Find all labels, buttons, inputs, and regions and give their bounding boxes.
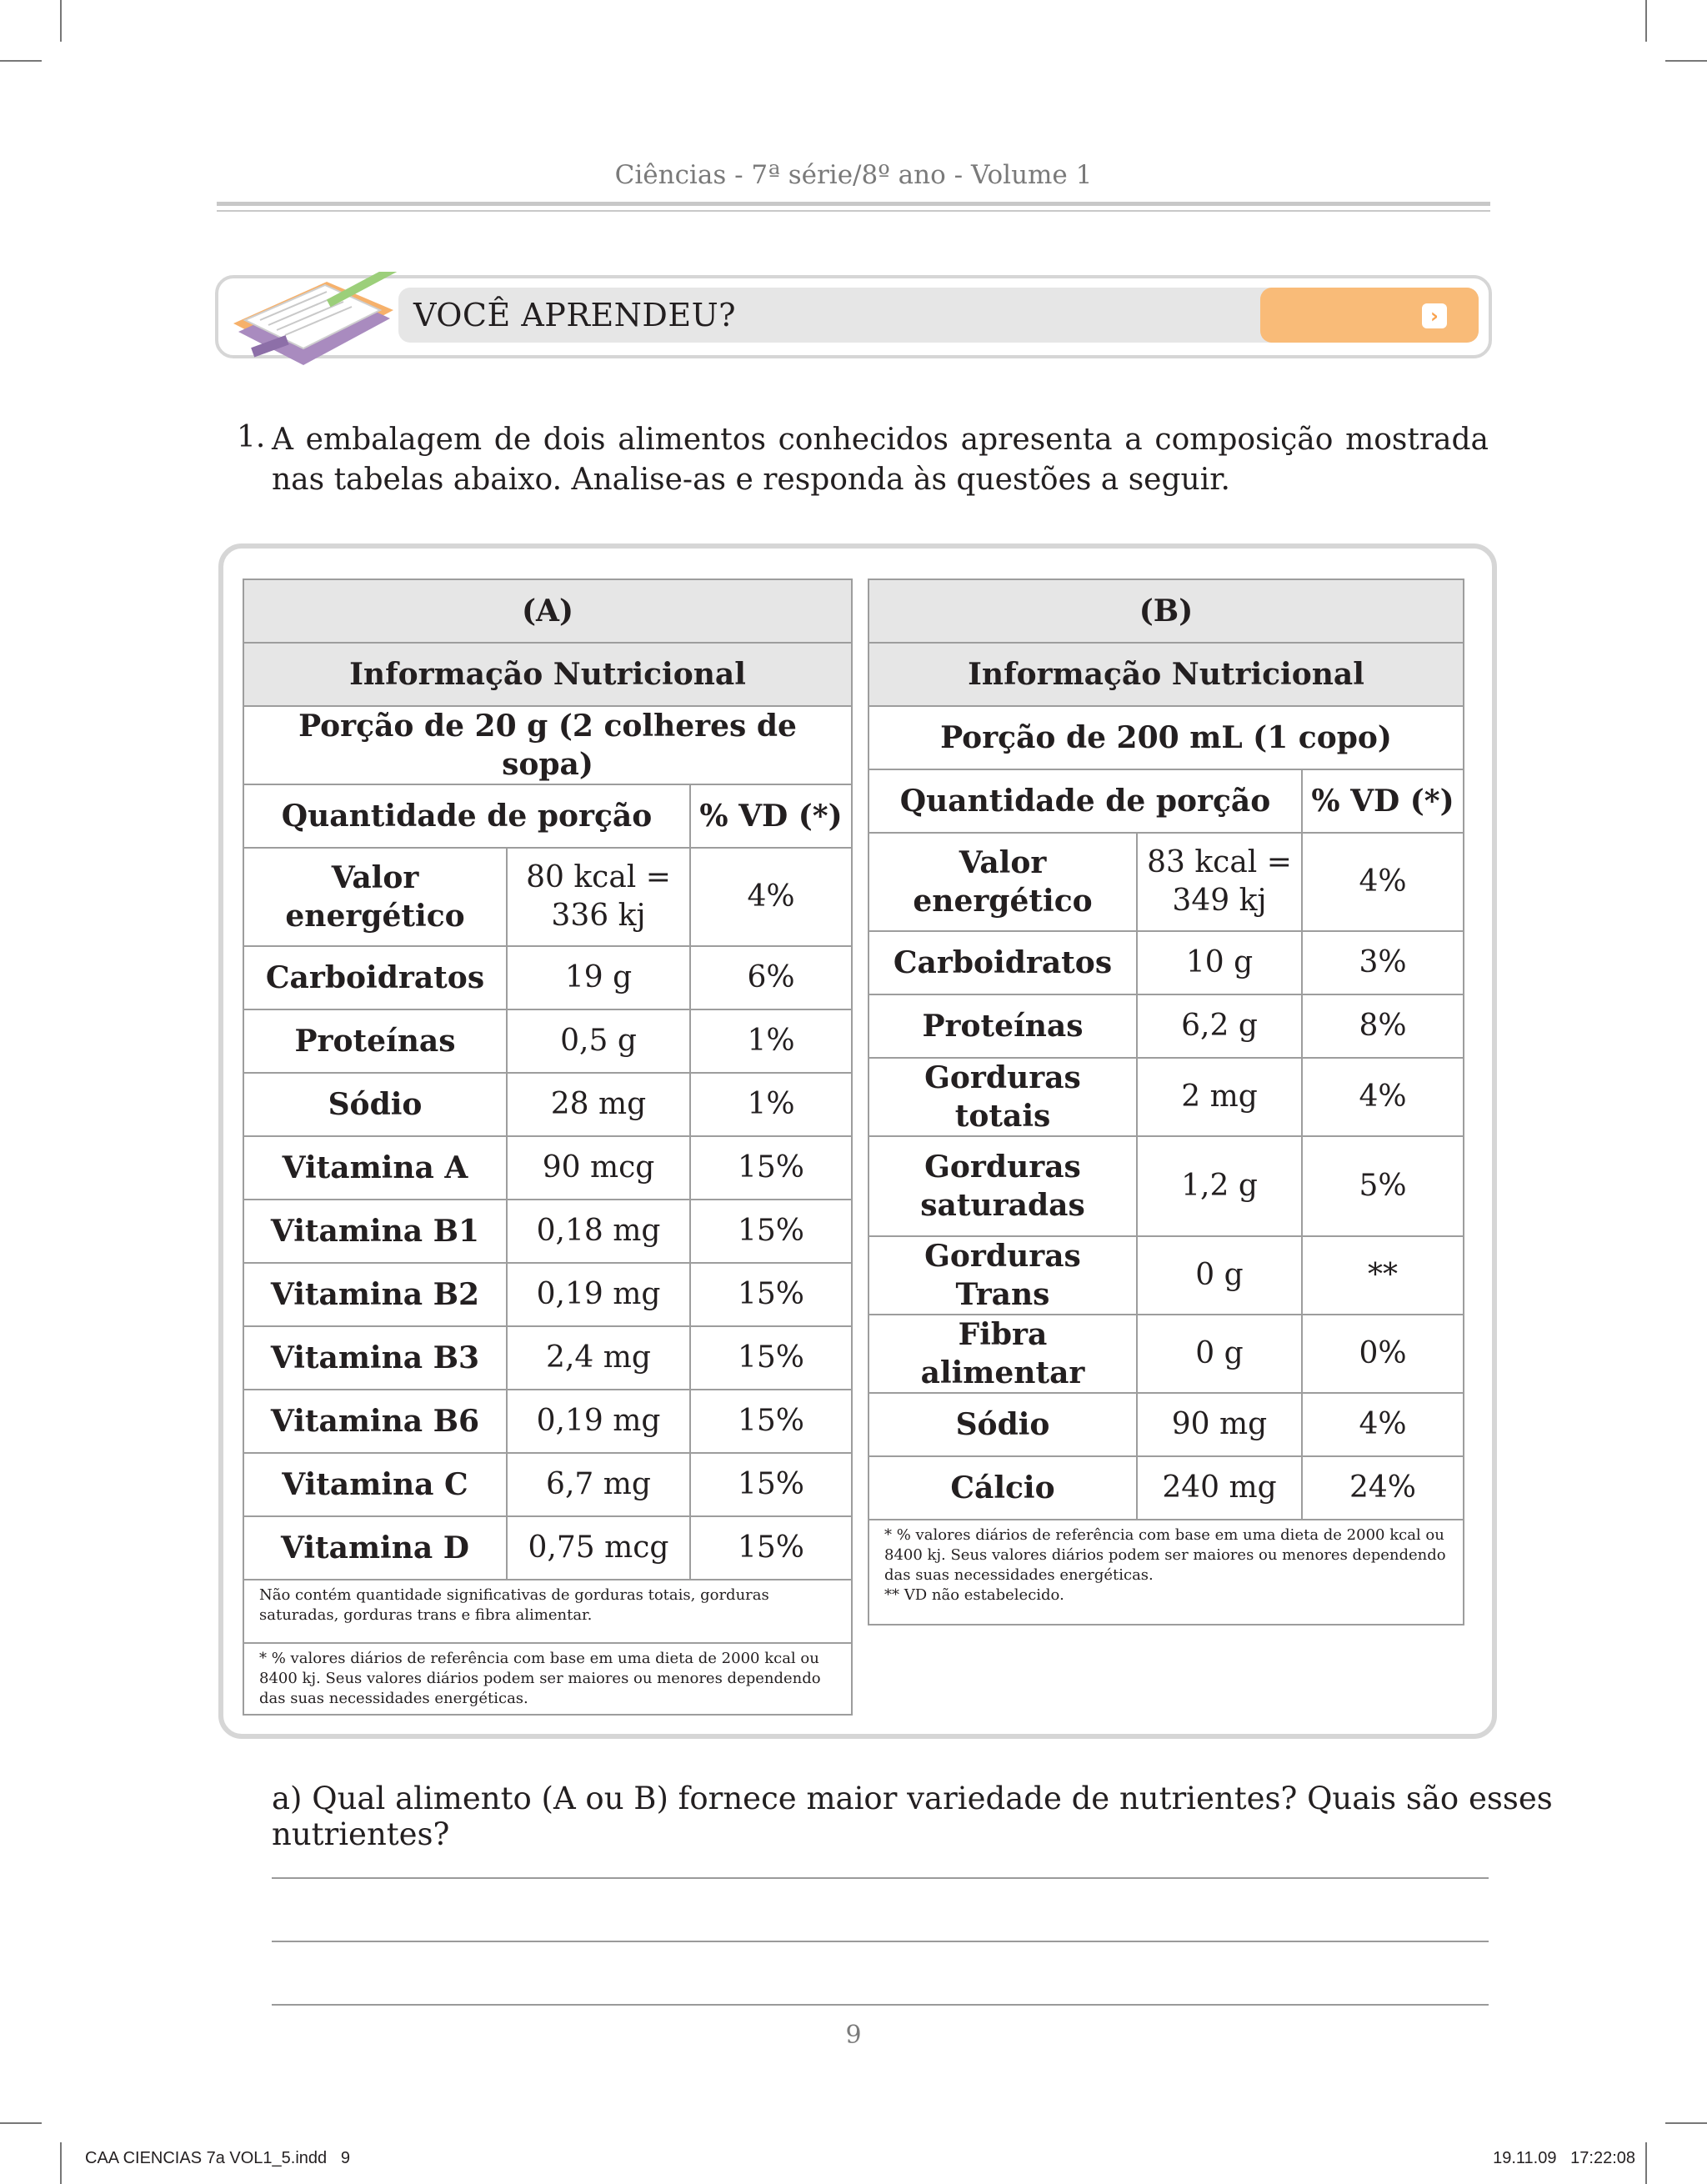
nutrient-vd: 15% bbox=[690, 1136, 852, 1200]
nutrient-vd: 15% bbox=[690, 1453, 852, 1516]
notebook-icon bbox=[227, 272, 402, 370]
nutrient-amount: 28 mg bbox=[507, 1073, 690, 1136]
question-number: 1. bbox=[237, 420, 266, 454]
table-row bbox=[869, 1456, 1464, 1520]
nutrient-amount: 80 kcal = 336 kj bbox=[507, 848, 690, 946]
table-row bbox=[243, 1453, 852, 1516]
table-row bbox=[243, 1073, 852, 1136]
footnote-line: ** VD não estabelecido. bbox=[884, 1586, 1064, 1604]
nutrient-vd: 24% bbox=[1302, 1456, 1464, 1520]
nutrient-vd: 6% bbox=[690, 946, 852, 1009]
nutrient-vd: 4% bbox=[1302, 833, 1464, 931]
nutrient-name: Carboidratos bbox=[243, 946, 507, 1009]
crop-mark bbox=[1665, 60, 1707, 62]
nutrient-amount: 0,19 mg bbox=[507, 1263, 690, 1326]
nutrient-name: Sódio bbox=[243, 1073, 507, 1136]
portion-size: Porção de 200 mL (1 copo) bbox=[869, 706, 1464, 769]
crop-mark bbox=[1665, 2122, 1707, 2124]
column-header-vd: % VD (*) bbox=[1302, 769, 1464, 833]
nutrient-name: Proteínas bbox=[243, 1009, 507, 1073]
print-slug-file: CAA CIENCIAS 7a VOL1_5.indd 9 bbox=[85, 2149, 350, 2167]
nutrient-name: Vitamina B2 bbox=[243, 1263, 507, 1326]
header-rule bbox=[217, 202, 1490, 206]
nutrient-name: Valor energético bbox=[243, 848, 507, 946]
crop-mark bbox=[0, 60, 42, 62]
nutrition-table-b bbox=[868, 579, 1464, 1625]
nutrient-amount: 2,4 mg bbox=[507, 1326, 690, 1390]
nutrient-name: Vitamina D bbox=[243, 1516, 507, 1580]
table-row bbox=[869, 1236, 1464, 1315]
table-row bbox=[243, 1263, 852, 1326]
table-title: Informação Nutricional bbox=[869, 643, 1464, 706]
crop-mark bbox=[1645, 2142, 1647, 2184]
nutrient-vd: 15% bbox=[690, 1516, 852, 1580]
column-header-quantity: Quantidade de porção bbox=[869, 769, 1302, 833]
table-footnote: Não contém quantidade significativas de gorduras totais, gorduras saturadas, gorduras trans e fibra alimentar. bbox=[243, 1580, 852, 1643]
nutrient-amount: 1,2 g bbox=[1137, 1136, 1302, 1236]
nutrient-vd: ** bbox=[1302, 1236, 1464, 1315]
nutrient-vd: 1% bbox=[690, 1073, 852, 1136]
table-row bbox=[243, 1136, 852, 1200]
nutrient-amount: 0,75 mcg bbox=[507, 1516, 690, 1580]
nutrient-name: Valor energético bbox=[869, 833, 1137, 931]
nutrient-amount: 240 mg bbox=[1137, 1456, 1302, 1520]
print-slug-date: 19.11.09 17:22:08 bbox=[1493, 2149, 1635, 2167]
answer-line[interactable] bbox=[272, 2004, 1489, 2006]
table-title: Informação Nutricional bbox=[243, 643, 852, 706]
nutrient-vd: 8% bbox=[1302, 994, 1464, 1058]
nutrient-amount: 90 mcg bbox=[507, 1136, 690, 1200]
table-row bbox=[243, 848, 852, 946]
crop-mark bbox=[60, 0, 62, 42]
nutrient-name: Gorduras saturadas bbox=[869, 1136, 1137, 1236]
nutrient-name: Gorduras Trans bbox=[869, 1236, 1137, 1315]
nutrient-vd: 4% bbox=[690, 848, 852, 946]
table-row bbox=[869, 994, 1464, 1058]
nutrient-name: Vitamina B1 bbox=[243, 1200, 507, 1263]
nutrient-vd: 15% bbox=[690, 1390, 852, 1453]
table-row bbox=[869, 833, 1464, 931]
table-row bbox=[243, 946, 852, 1009]
nutrient-amount: 0,19 mg bbox=[507, 1390, 690, 1453]
nutrient-name: Fibra alimentar bbox=[869, 1315, 1137, 1393]
column-header-vd: % VD (*) bbox=[690, 784, 852, 848]
nutrient-vd: 0% bbox=[1302, 1315, 1464, 1393]
nutrition-table-a bbox=[243, 579, 853, 1716]
table-row bbox=[243, 1326, 852, 1390]
nutrient-name: Vitamina B3 bbox=[243, 1326, 507, 1390]
nutrient-amount: 6,2 g bbox=[1137, 994, 1302, 1058]
page-number: 9 bbox=[845, 2021, 862, 2050]
nutrient-name: Sódio bbox=[869, 1393, 1137, 1456]
table-row bbox=[243, 1516, 852, 1580]
nutrient-name: Vitamina A bbox=[243, 1136, 507, 1200]
table-row bbox=[243, 1200, 852, 1263]
crop-mark bbox=[0, 2122, 42, 2124]
table-row bbox=[243, 1390, 852, 1453]
table-letter: (A) bbox=[243, 579, 852, 643]
running-head: Ciências - 7ª série/8º ano - Volume 1 bbox=[614, 160, 1093, 190]
nutrient-vd: 15% bbox=[690, 1200, 852, 1263]
nutrient-vd: 4% bbox=[1302, 1058, 1464, 1136]
nutrient-vd: 1% bbox=[690, 1009, 852, 1073]
table-footnote: * % valores diários de referência com base em uma dieta de 2000 kcal ou 8400 kj. Seus valores diários podem ser maiores ou menores dependendo das suas necessidades energéticas. bbox=[243, 1643, 852, 1715]
nutrient-name: Gorduras totais bbox=[869, 1058, 1137, 1136]
table-footnote bbox=[869, 1520, 1464, 1625]
table-row bbox=[869, 1393, 1464, 1456]
footnote-line: * % valores diários de referência com base em uma dieta de 2000 kcal ou 8400 kj. Seus valores diários podem ser maiores ou menores dependendo das suas necessidades energéticas. bbox=[884, 1526, 1446, 1584]
table-letter: (B) bbox=[869, 579, 1464, 643]
portion-size: Porção de 20 g (2 colheres de sopa) bbox=[243, 706, 852, 784]
crop-mark bbox=[1645, 0, 1647, 42]
nutrient-vd: 15% bbox=[690, 1326, 852, 1390]
nutrient-name: Cálcio bbox=[869, 1456, 1137, 1520]
question-text: A embalagem de dois alimentos conhecidos apresenta a composição mostrada nas tabelas abaixo. Analise-as e responda às questões a seguir. bbox=[272, 423, 1489, 497]
nutrient-amount: 0 g bbox=[1137, 1315, 1302, 1393]
banner-title: VOCÊ APRENDEU? bbox=[413, 297, 737, 333]
nutrient-name: Proteínas bbox=[869, 994, 1137, 1058]
nutrient-amount: 19 g bbox=[507, 946, 690, 1009]
sub-question-a: a) Qual alimento (A ou B) fornece maior variedade de nutrientes? Quais são esses nutrientes? bbox=[272, 1781, 1553, 1852]
nutrient-vd: 15% bbox=[690, 1263, 852, 1326]
nutrient-name: Vitamina C bbox=[243, 1453, 507, 1516]
nutrient-vd: 3% bbox=[1302, 931, 1464, 994]
table-row bbox=[869, 1058, 1464, 1136]
nutrient-amount: 0,5 g bbox=[507, 1009, 690, 1073]
nutrient-amount: 0 g bbox=[1137, 1236, 1302, 1315]
nutrient-amount: 83 kcal = 349 kj bbox=[1137, 833, 1302, 931]
nutrient-name: Vitamina B6 bbox=[243, 1390, 507, 1453]
column-header-quantity: Quantidade de porção bbox=[243, 784, 690, 848]
nutrient-amount: 0,18 mg bbox=[507, 1200, 690, 1263]
nutrient-amount: 10 g bbox=[1137, 931, 1302, 994]
nutrient-amount: 90 mg bbox=[1137, 1393, 1302, 1456]
nutrient-amount: 2 mg bbox=[1137, 1058, 1302, 1136]
answer-line[interactable] bbox=[272, 1941, 1489, 1942]
header-rule bbox=[217, 210, 1490, 212]
nutrient-vd: 5% bbox=[1302, 1136, 1464, 1236]
chevron-right-icon: › bbox=[1422, 303, 1447, 328]
nutrient-amount: 6,7 mg bbox=[507, 1453, 690, 1516]
table-row bbox=[869, 931, 1464, 994]
answer-line[interactable] bbox=[272, 1877, 1489, 1879]
nutrient-name: Carboidratos bbox=[869, 931, 1137, 994]
table-row bbox=[869, 1136, 1464, 1236]
table-row bbox=[243, 1009, 852, 1073]
nutrient-vd: 4% bbox=[1302, 1393, 1464, 1456]
crop-mark bbox=[60, 2142, 62, 2184]
table-row bbox=[869, 1315, 1464, 1393]
